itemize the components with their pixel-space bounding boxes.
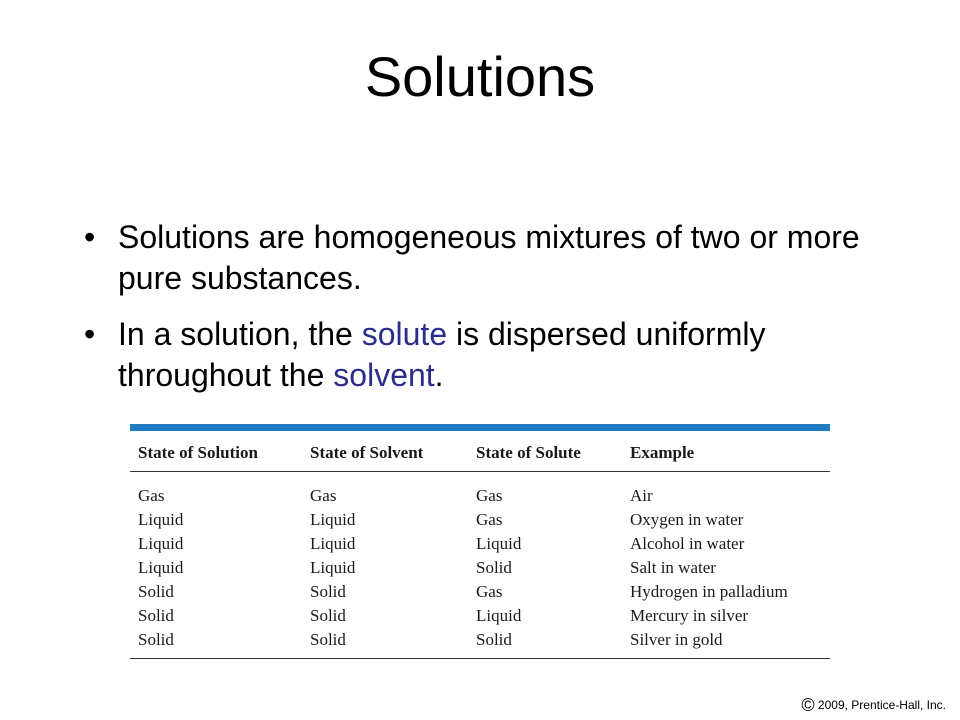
table-header-cell: State of Solution <box>130 431 302 472</box>
table-cell: Liquid <box>476 534 522 553</box>
table-cell: Liquid <box>138 534 184 553</box>
bullet-item-1 <box>84 217 884 299</box>
slide-title: Solutions <box>364 45 596 108</box>
table-header-cell: State of Solute <box>468 431 622 472</box>
table-cell: Silver in gold <box>630 630 723 649</box>
table-row <box>130 532 830 556</box>
bullet-text-1: Solutions are homogeneous mixtures of two or more pure substances. <box>118 219 860 296</box>
table-accent-bar <box>130 424 830 431</box>
table-cell: Liquid <box>476 606 522 625</box>
table-header-cell: State of Solvent <box>302 431 468 472</box>
table-row <box>130 508 830 532</box>
table-bottom-rule <box>130 658 830 659</box>
term-solvent: solvent <box>333 357 435 393</box>
bullet-text-2-pre: In a solution, the <box>118 316 362 352</box>
table-cell: Solid <box>310 606 346 625</box>
table-cell: Solid <box>138 606 174 625</box>
table-cell: Liquid <box>310 510 356 529</box>
table-cell: Salt in water <box>630 558 716 577</box>
table-cell: Mercury in silver <box>630 606 749 625</box>
table-header-cell: Example <box>622 431 830 472</box>
table-cell: Solid <box>310 582 346 601</box>
table-body <box>130 472 830 659</box>
table-cell: Solid <box>138 630 174 649</box>
term-solute: solute <box>361 316 448 352</box>
table-row <box>130 556 830 580</box>
table-cell: Liquid <box>310 558 356 577</box>
table-cell: Gas <box>476 582 503 601</box>
bullet-dot-icon: • <box>84 219 96 255</box>
table-cell: Gas <box>310 486 337 505</box>
table-cell: Liquid <box>310 534 356 553</box>
bullet-dot-icon: • <box>84 316 96 352</box>
copyright-text: 2009, Prentice-Hall, Inc. <box>814 698 946 712</box>
solutions-table <box>130 424 830 659</box>
table-cell: Hydrogen in palladium <box>630 582 788 601</box>
copyright <box>801 695 946 716</box>
bullet-text-2-post: . <box>434 357 444 393</box>
table-cell: Air <box>630 486 653 505</box>
table-header-row <box>130 431 830 472</box>
table-cell: Oxygen in water <box>630 510 744 529</box>
table-cell: Solid <box>310 630 346 649</box>
bullet-text-2-mid: is dispersed uniformly throughout the <box>118 316 766 393</box>
table-cell: Liquid <box>138 510 184 529</box>
table-cell: Liquid <box>138 558 184 577</box>
table <box>130 431 830 658</box>
copyright-icon: © <box>801 695 815 715</box>
bullet-list <box>84 217 884 411</box>
table-cell: Gas <box>476 510 503 529</box>
table-cell: Solid <box>476 630 512 649</box>
table-cell: Solid <box>476 558 512 577</box>
bullet-item-2 <box>84 314 884 396</box>
table-cell: Alcohol in water <box>630 534 745 553</box>
table-row <box>130 604 830 628</box>
table-row <box>130 628 830 658</box>
table-cell: Gas <box>138 486 165 505</box>
table-cell: Solid <box>138 582 174 601</box>
table-row <box>130 472 830 509</box>
table-row <box>130 580 830 604</box>
table-cell: Gas <box>476 486 503 505</box>
